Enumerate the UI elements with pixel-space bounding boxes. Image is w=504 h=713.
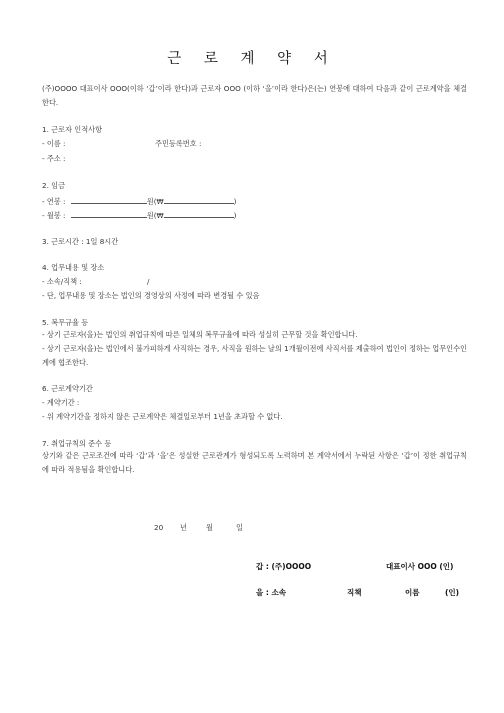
conduct-item-2: - 상기 근로자(을)는 법인에서 불가피하게 사직하는 경우, 사직을 원하는 날의 1개월이전에 사직서를 제출하여 법인이 정하는 업무인수인계에 협조한다.	[42, 344, 467, 367]
conduct-item-1: - 상기 근로자(을)는 법인의 취업규칙에 따른 일체의 복무규율에 따라 성실히 근무할 것을 확인합니다.	[42, 330, 358, 339]
rules-compliance-body: 상기와 같은 근로조건에 따라 ‘갑’과 ‘을’은 성실한 근로관계가 형성되도록 노력하며 본 계약서에서 누락된 사항은 ‘갑’이 정한 취업규칙에 따라 적용됨을 확인합니다.	[42, 451, 467, 474]
date-month-unit: 월	[206, 523, 213, 532]
monthly-won-prefix: 원(₩	[146, 211, 164, 220]
annual-close-paren: )	[233, 197, 237, 206]
section6-heading: 6. 근로계약기간	[42, 384, 93, 393]
annual-won-prefix: 원(₩	[146, 197, 164, 206]
party-b-position: 직책	[347, 588, 362, 597]
section1-heading: 1. 근로자 인적사항	[42, 125, 103, 134]
affiliation-slash: /	[147, 277, 150, 286]
workplace-note: - 단, 업무내용 및 장소는 법인의 경영상의 사정에 따라 변경될 수 있음	[42, 291, 260, 300]
contract-period-note: - 위 계약기간을 정하지 않은 근로계약은 체결일로부터 1년을 초과할 수 없다.	[42, 412, 283, 421]
party-a: 갑 : (주)OOOO	[256, 562, 312, 571]
annual-amount-blank	[71, 196, 147, 204]
section5-heading: 5. 복무규율 등	[42, 318, 89, 327]
date-day-unit: 일	[236, 523, 243, 532]
monthly-amount-blank	[71, 210, 147, 218]
annual-salary-label: - 연봉 :	[42, 197, 66, 206]
monthly-salary-row	[42, 210, 236, 221]
section3-heading: 3. 근로시간 : 1일 8시간	[42, 237, 119, 246]
annual-salary-row	[42, 196, 236, 207]
party-b: 을 : 소속	[256, 588, 286, 597]
party-b-name: 이름	[405, 588, 420, 597]
section4-heading: 4. 업무내용 및 장소	[42, 263, 105, 272]
contract-period-label: - 계약기간 :	[42, 398, 80, 407]
affiliation-label: - 소속/직책 :	[42, 277, 82, 286]
section2-heading: 2. 임금	[42, 181, 66, 190]
annual-number-blank	[164, 196, 234, 204]
monthly-number-blank	[164, 210, 234, 218]
section7-heading: 7. 취업규칙의 준수 등	[42, 439, 112, 448]
intro-paragraph: (주)OOOO 대표이사 OOO(이하 ‘갑’이라 한다)과 근로자 OOO (이하 ‘을’이라 한다)은(는) 연봉에 대하여 다음과 같이 근로계약을 체결한다.	[42, 84, 467, 107]
name-label: - 이름 :	[42, 139, 66, 148]
id-number-label: 주민등록번호 :	[155, 139, 202, 148]
party-b-seal: (인)	[445, 588, 460, 597]
monthly-close-paren: )	[233, 211, 237, 220]
address-label: - 주소 :	[42, 154, 66, 163]
date-year: 20	[154, 523, 164, 532]
document-title: 근 로 계 약 서	[167, 51, 337, 67]
date-year-unit: 년	[180, 523, 187, 532]
party-a-representative: 대표이사 OOO (인)	[386, 562, 454, 571]
monthly-salary-label: - 월봉 :	[42, 211, 66, 220]
